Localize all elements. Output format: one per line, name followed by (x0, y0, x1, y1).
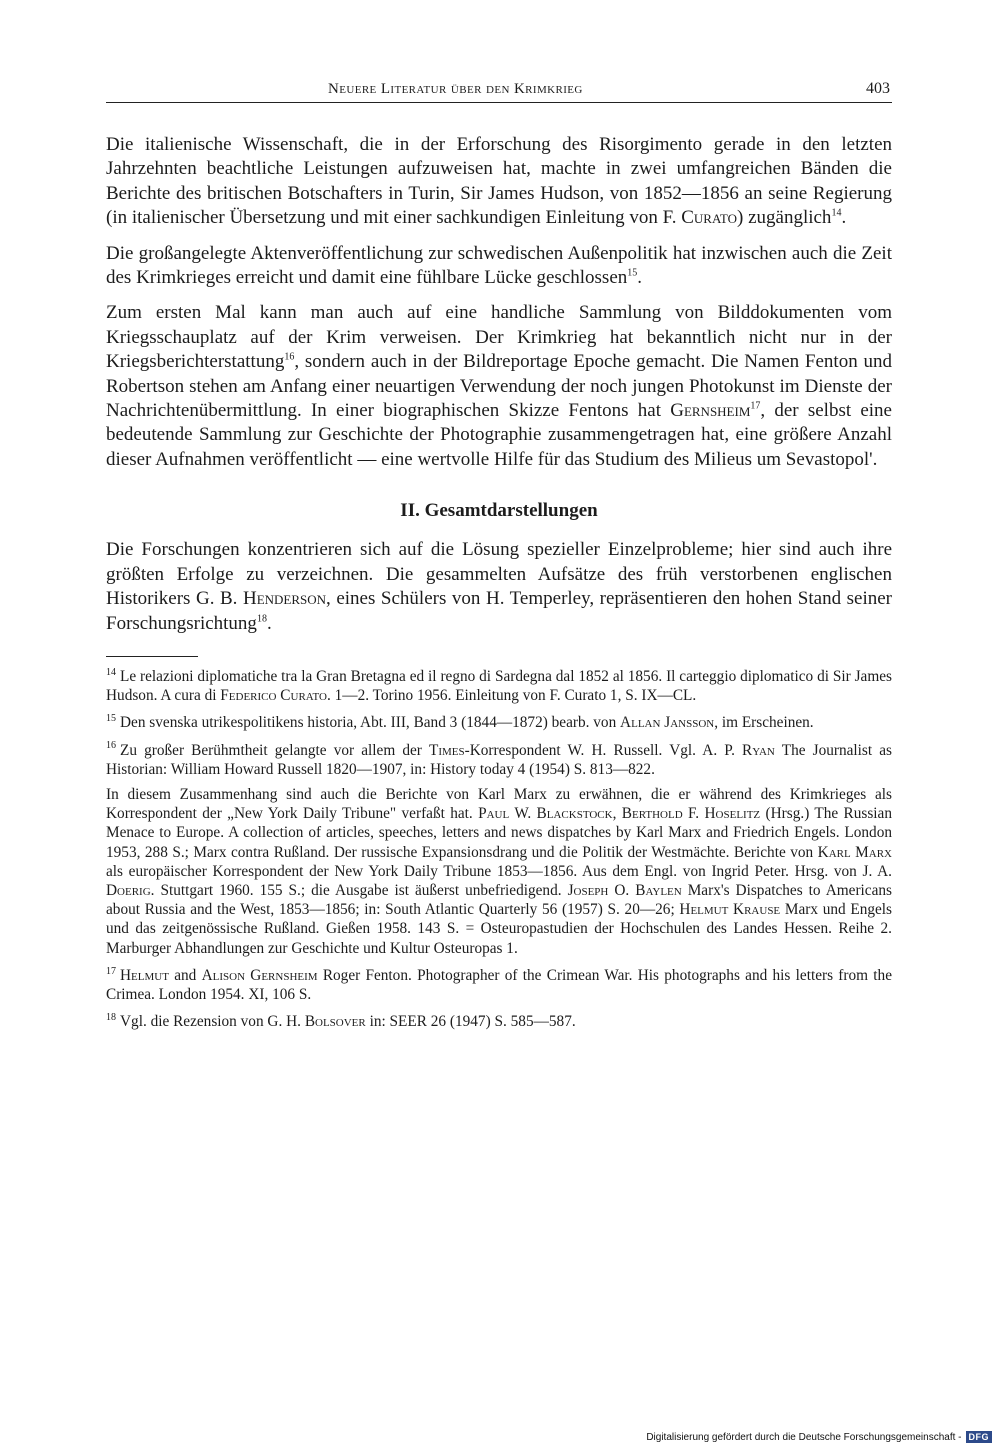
footnote-16-continuation (106, 785, 892, 958)
paragraph-text: . (637, 267, 643, 289)
footnote-text: Den svenska utrikespolitikens historia, Abt. III, Band 3 (1844—1872) bearb. von (120, 714, 621, 732)
paragraph-text: , der selbst eine bedeutende Sammlung zur Geschichte der Photographie zusammengetragen hat, eine größere Anzahl dieser Aufnahmen veröffentlicht — eine wertvolle Hilfe für das Studium des Milieus um Sevastopol'. (106, 400, 892, 470)
paragraph-3 (106, 301, 892, 472)
footnote-text: Zu großer Berühmtheit gelangte vor allem der (120, 741, 430, 759)
paragraph-text: , sondern auch in der Bildreportage Epoche gemacht. Die Namen Fenton und Robertson stehen am Anfang einer neuartigen Verwendung der noch jungen Photokunst im Dienste der Nachrichtenübermittlung. In einer biographischen Skizze Fentons hat (106, 351, 892, 422)
page-number: 403 (866, 80, 890, 97)
credit-text: Digitalisierung gefördert durch die Deutsche Forschungsgemeinschaft - (646, 1431, 962, 1443)
author-name: Paul W. Blackstock (478, 805, 613, 823)
digitization-credit (646, 1431, 992, 1443)
footnote-text: -Korrespondent W. H. Russell. Vgl. A. P. (464, 741, 743, 759)
footnote-text: , (612, 805, 622, 823)
paragraph-text: Die Forschungen konzentrieren sich auf die Lösung spezieller Einzelprobleme; hier sind auch ihre größten Erfolge zu verzeichnen. Die gesammelten Aufsätze des früh verstorbenen englischen Historikers G. B. (106, 539, 892, 610)
footnote-reference: 14 (831, 207, 842, 219)
paragraph-text: Die italienische Wissenschaft, die in der Erforschung des Risorgimento gerade in den letzten Jahrzehnten beachtliche Leistungen aufzuweisen hat, machte in zwei umfangreichen Bänden die Berichte des britischen Botschafters in Turin, Sir James Hudson, von 1852—1856 an seine Regierung (in italienischer Übersetzung und mit einer sachkundigen Einleitung von F. (106, 134, 892, 229)
footnote-text: (Hrsg.) The Russian Menace to Europe. A collection of articles, speeches, letters and news dispatches by Karl Marx and Friedrich Engels. London 1953, 288 S.; Marx contra Rußland. Der russische Expansionsdrang und die Politik der Westmächte. Berichte von (106, 805, 892, 861)
footnote-text: The Journalist as Historian: William Howard Russell 1820—1907, in: History today 4 (1954) S. 813—822. (106, 741, 892, 778)
footnote-text: and (168, 966, 202, 984)
footnote-text: Marx und Engels und das zeitgenössische Rußland. Gießen 1958. 143 S. = Osteuropastudien der Hochschulen des Landes Hessen. Reihe 2. Marburger Abhandlungen zur Geschichte und Kultur Osteuropas 1. (106, 901, 892, 957)
author-name: Joseph O. Baylen (567, 881, 682, 899)
footnote-number: 18 (106, 1012, 116, 1024)
author-name: Federico Curato (220, 687, 327, 705)
paragraph-text: , eines Schülers von H. Temperley, repräsentieren den hohen Stand seiner Forschungsrichtung (106, 588, 892, 634)
dfg-logo-icon: DFG (966, 1431, 993, 1443)
footnote-text: als europäischer Korrespondent der New York Daily Tribune 1853—1856. Aus dem Engl. von Ingrid Peter. Hrsg. von J. A. (106, 862, 892, 880)
author-name: Allan Jansson (620, 714, 715, 732)
author-name: Henderson (242, 588, 327, 610)
paragraph-text: Die großangelegte Aktenveröffentlichung zur schwedischen Außenpolitik hat inzwischen auch die Zeit des Krimkrieges erreicht und damit eine fühlbare Lücke geschlossen (106, 242, 892, 289)
footnote-text: Vgl. die Rezension von G. H. (120, 1013, 305, 1031)
paragraph-text: . (266, 612, 272, 634)
main-text (106, 133, 892, 1039)
footnote-text: in: SEER 26 (1947) S. 585—587. (365, 1013, 576, 1031)
footnote-text: , im Erscheinen. (714, 714, 814, 732)
section-heading: II. Gesamtdarstellungen (400, 500, 598, 522)
footnote-number: 17 (106, 965, 116, 977)
footnote-text: . Stuttgart 1960. 155 S.; die Ausgabe ist äußerst unbefriedigend. (150, 881, 568, 899)
footnote-15 (106, 713, 892, 732)
author-name: Gernsheim (670, 400, 751, 422)
author-name: Berthold F. Hoselitz (621, 805, 761, 823)
footnote-text: . 1—2. Torino 1956. Einleitung von F. Curato 1, S. IX—CL. (326, 687, 697, 705)
footnote-number: 15 (106, 713, 116, 725)
publication-name: Times (429, 741, 465, 759)
footnote-text: Marx's Dispatches to Americans about Russia and the West, 1853—1856; in: South Atlantic Quarterly 56 (1957) S. 20—26; (106, 881, 892, 919)
footnote-separator (106, 656, 198, 657)
author-name: Doerig (106, 881, 151, 899)
footnote-17 (106, 966, 892, 1004)
footnote-reference: 18 (256, 613, 267, 625)
author-name: Helmut (120, 966, 169, 984)
author-name: Karl Marx (817, 843, 892, 861)
footnote-14 (106, 667, 892, 705)
footnote-reference: 17 (750, 400, 761, 412)
author-name: Helmut Krause (679, 901, 781, 919)
footnote-reference: 15 (627, 267, 638, 279)
footnote-reference: 16 (284, 351, 295, 363)
paragraph-2 (106, 242, 892, 291)
author-name: Ryan (742, 741, 775, 759)
author-name: Curato (681, 207, 737, 229)
footnote-number: 14 (106, 666, 116, 678)
paragraph-4 (106, 538, 892, 636)
footnote-text: Le relazioni diplomatiche tra la Gran Bretagna ed il regno di Sardegna dal 1852 al 1856. Il carteggio diplomatico di Sir James Hudson. A cura di (106, 667, 892, 705)
footnote-text: In diesem Zusammenhang sind auch die Berichte von Karl Marx zu erwähnen, die er während des Krimkrieges als Korrespondent der „New York Daily Tribune" verfaßt hat. (106, 785, 892, 823)
author-name: Alison Gernsheim (201, 966, 318, 984)
paragraph-text: ) zugänglich (737, 207, 832, 229)
footnote-18 (106, 1012, 892, 1031)
paragraph-text: Zum ersten Mal kann man auch auf eine handliche Sammlung von Bilddokumenten vom Kriegsschauplatz auf der Krim verweisen. Der Krimkrieg hat bekanntlich nicht nur in der Kriegsberichterstattung (106, 302, 892, 373)
author-name: Bolsover (304, 1013, 366, 1031)
footnote-16 (106, 741, 892, 779)
footnote-text: Roger Fenton. Photographer of the Crimean War. His photographs and his letters from the Crimea. London 1954. XI, 106 S. (106, 966, 892, 1003)
paragraph-text: . (841, 207, 847, 229)
running-title: Neuere Literatur über den Krimkrieg (328, 81, 583, 97)
footnote-number: 16 (106, 740, 116, 752)
paragraph-1 (106, 133, 892, 231)
running-header (106, 78, 892, 103)
